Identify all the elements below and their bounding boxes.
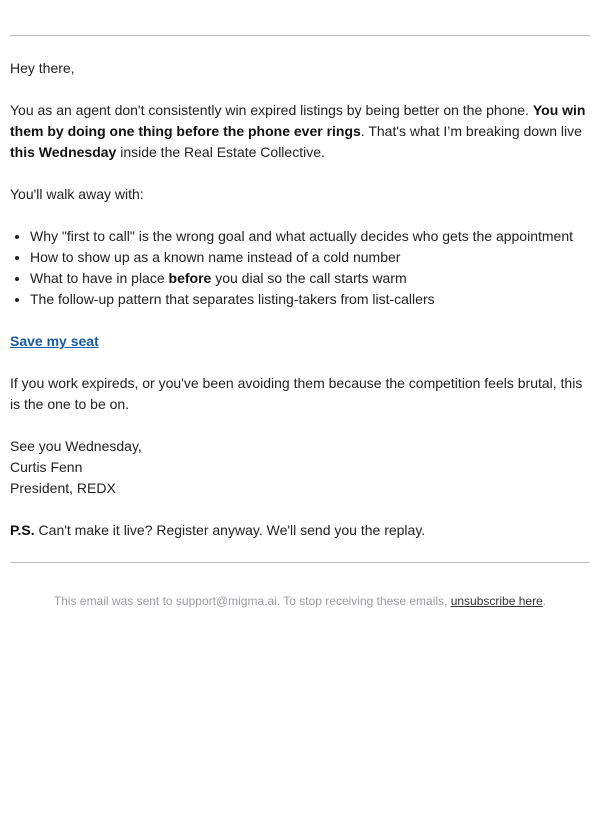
bullet-icon [15,235,19,239]
postscript [10,520,590,541]
save-my-seat-link[interactable]: Save my seat [10,333,99,349]
ps-text: Can't make it live? Register anyway. We'll send you the replay. [34,522,426,538]
list-item-text: The follow-up pattern that separates listing-takers from list-callers [30,291,435,307]
list-item-text-post: you dial so the call starts warm [211,270,407,286]
list-item-bold: before [168,270,212,286]
signoff-line: See you Wednesday, [10,438,142,454]
sender-title: President, REDX [10,480,116,496]
intro-text-3: inside the Real Estate Collective. [116,144,325,160]
signoff [10,436,590,499]
top-divider [10,35,590,36]
list-item [30,268,590,289]
bullet-icon [15,298,19,302]
intro-text-2: . That's what I’m breaking down live [360,123,582,139]
email-body [10,35,590,609]
footer-end: . [542,594,547,608]
list-item-text-pre: What to have in place [30,270,169,286]
list-item [30,226,590,247]
list-item [30,247,590,268]
bullet-icon [15,256,19,260]
intro-paragraph [10,100,590,163]
expireds-paragraph: If you work expireds, or you've been avoiding them because the competition feels brutal, this is the one to be on. [10,375,583,412]
footer-text: This email was sent to support@migma.ai. To stop receiving these emails, [53,594,451,608]
list-item [30,289,590,310]
sender-name: Curtis Fenn [10,459,83,475]
cta-container [10,331,590,352]
unsubscribe-link[interactable]: unsubscribe here [450,594,543,608]
list-item-text: How to show up as a known name instead of a cold number [30,249,401,265]
intro-text-1: You as an agent don't consistently win expired listings by being better on the phone. [10,102,533,118]
intro-bold-2: this Wednesday [10,144,117,160]
takeaways-list [10,226,590,310]
walk-away-label: You'll walk away with: [10,186,144,202]
intro-bold-1: You win them by doing one thing before the phone ever rings [10,102,586,139]
bullet-icon [15,277,19,281]
bottom-divider [10,562,590,563]
footer [10,593,590,609]
list-item-text: Why "first to call" is the wrong goal and what actually decides who gets the appointment [30,228,574,244]
greeting: Hey there, [10,60,75,76]
ps-label: P.S. [10,522,35,538]
